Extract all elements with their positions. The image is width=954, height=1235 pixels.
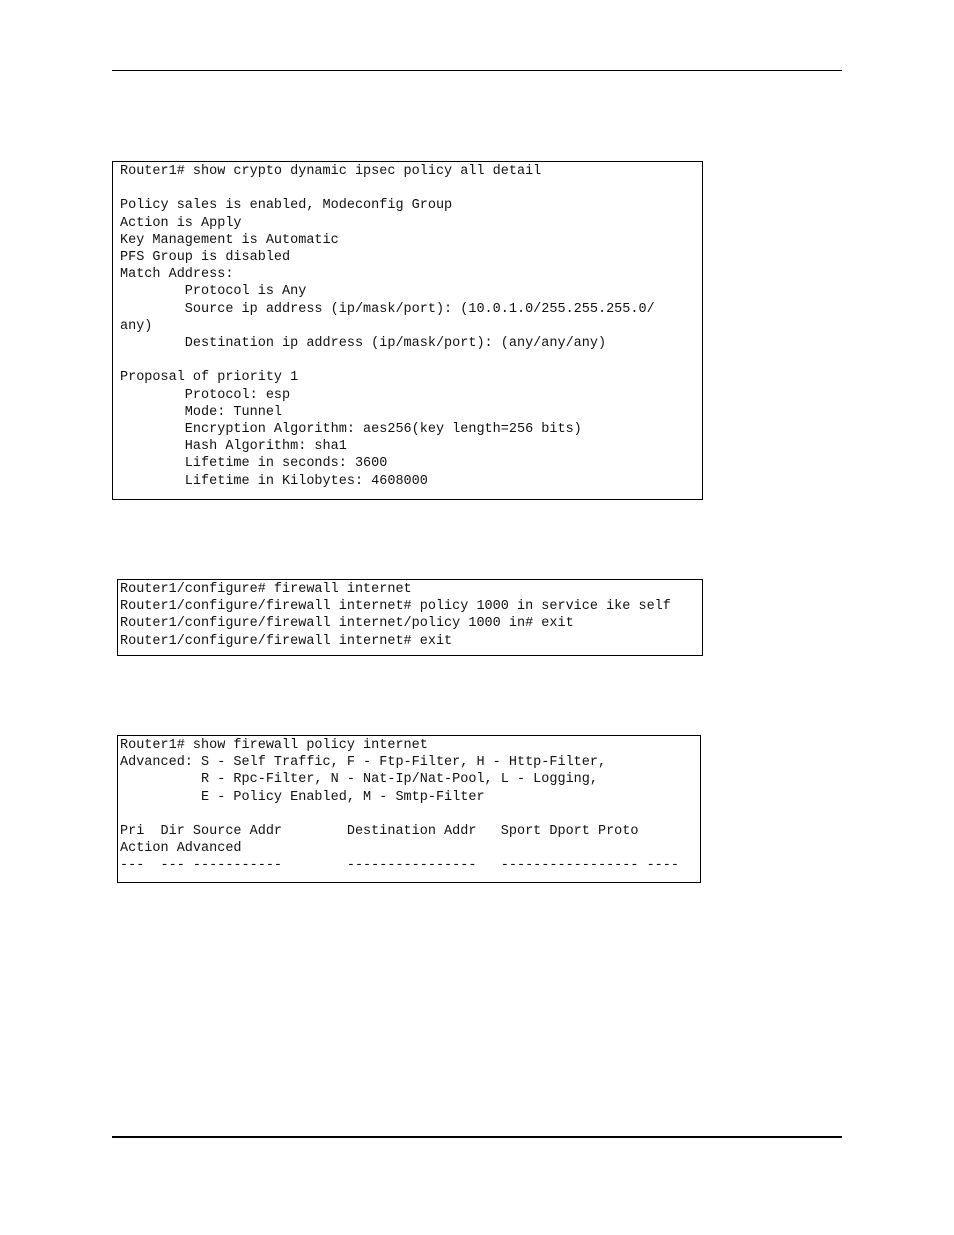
ipsec-policy-output-text: Router1# show crypto dynamic ipsec policy all detail Policy sales is enabled, Modeconfig Group Action is Apply Key Management is Automatic PFS Group is disabled Match Address: Protocol is Any Source ip address (ip/mask/port): (10.0.1.0/255.255.255.0/ any) Destination ip address (ip/mask/port): (any/any/any) Proposal of priority 1 Protocol: esp Mode: Tunnel Encryption Algorithm: aes256(key length=256 bits) Hash Algorithm: sha1 Lifetime in seconds: 3600 Lifetime in Kilobytes: 4608000	[120, 164, 655, 489]
footer-rule	[112, 1136, 842, 1138]
firewall-config-commands-box	[117, 579, 703, 656]
firewall-policy-output-box	[117, 735, 701, 883]
ipsec-policy-output-box	[112, 161, 703, 500]
header-rule	[112, 70, 842, 71]
firewall-policy-output-text: Router1# show firewall policy internet Advanced: S - Self Traffic, F - Ftp-Filter, H - Http-Filter, R - Rpc-Filter, N - Nat-Ip/Nat-Pool, L - Logging, E - Policy Enabled, M - Smtp-Filter Pri Dir Source Addr Destination Addr Sport Dport Proto Action Advanced --- --- ----------- ---------------- ----------------- ----	[120, 738, 679, 874]
firewall-config-commands-text: Router1/configure# firewall internet Router1/configure/firewall internet# policy 1000 in service ike self Router1/configure/firewall internet/policy 1000 in# exit Router1/configure/firewall internet# exit	[120, 582, 671, 649]
